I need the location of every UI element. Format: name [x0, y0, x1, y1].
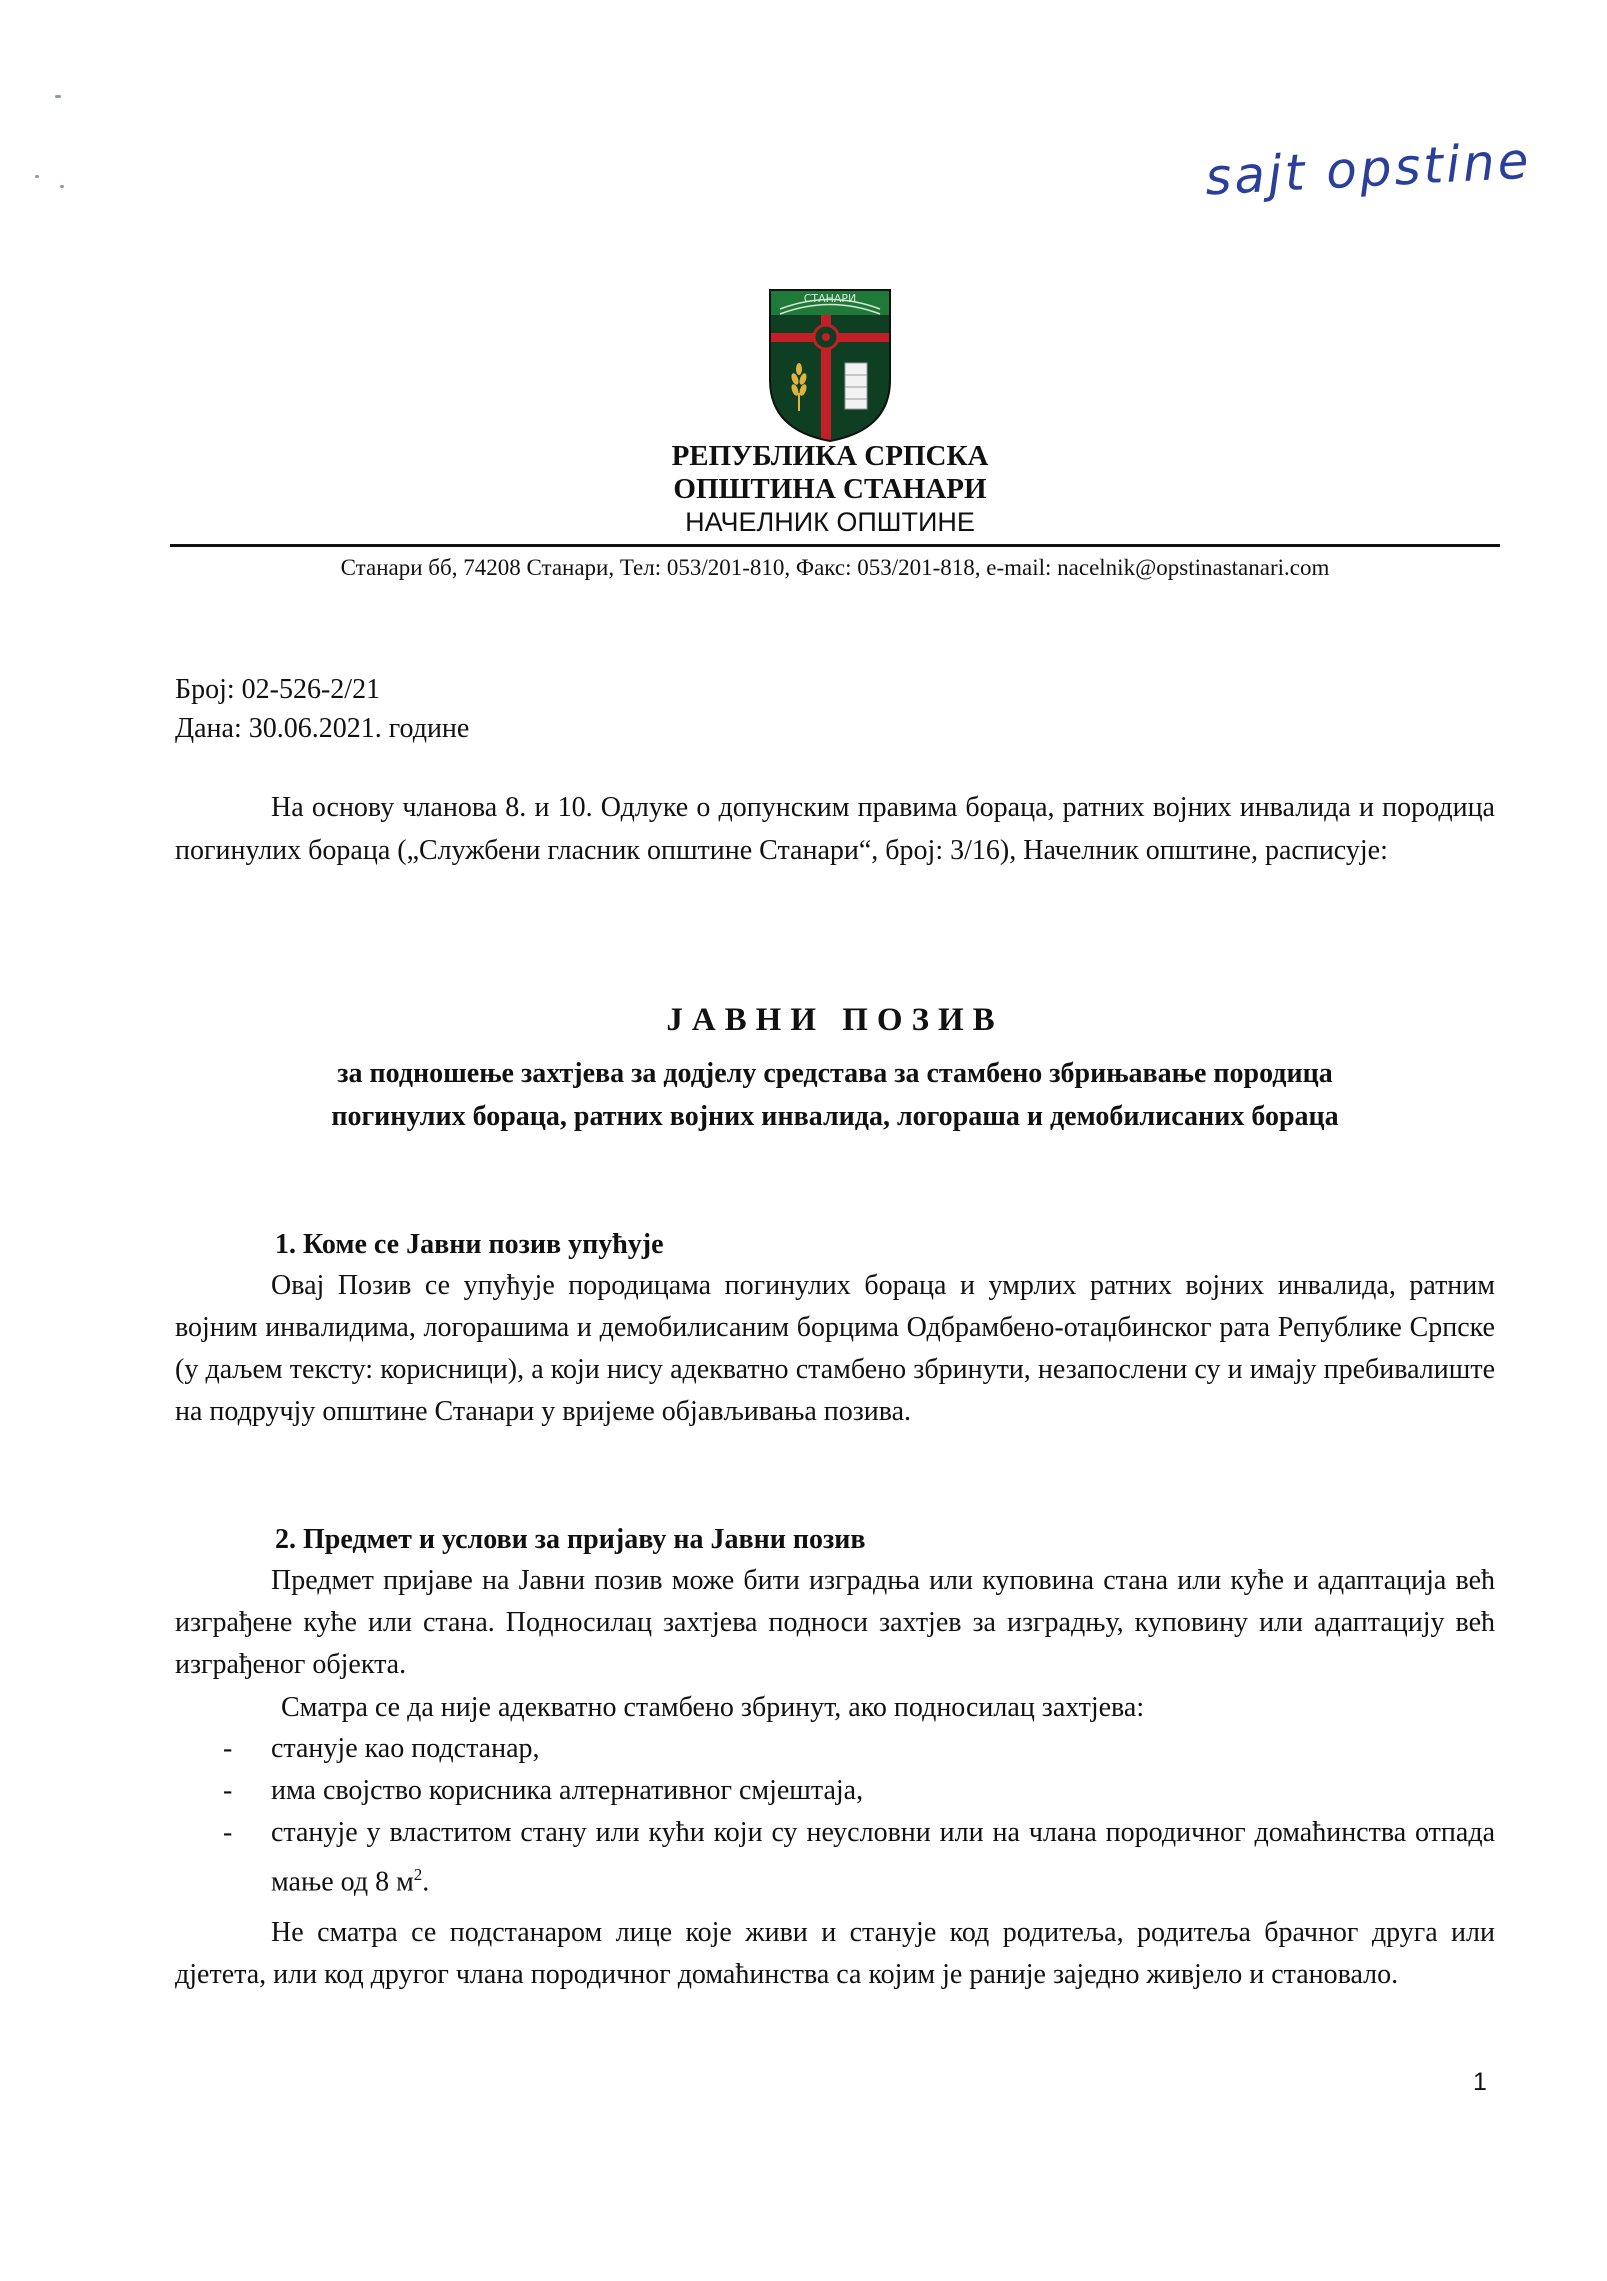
section-1-heading: 1. Коме се Јавни позив упућује	[275, 1229, 664, 1260]
document-subtitle	[175, 1052, 1495, 1138]
section-2-text: Предмет пријаве на Јавни позив може бити изградња или куповина стана или куће и адаптација већ изграђене куће или стана. Подносилац захтјева подноси захтјев за изградњу, куповину или адаптацију већ изграђеног објекта.	[175, 1565, 1495, 1680]
document-date: Дана: 30.06.2021. године	[175, 713, 470, 744]
letterhead-divider	[170, 544, 1500, 547]
letterhead-office: НАЧЕЛНИК ОПШТИНЕ	[685, 507, 975, 537]
section-1-text: Овај Позив се упућује породицама погинулих бораца и умрлих ратних војних инвалида, ратним војним инвалидима, логорашима и демобилисаним борцима Одбрамбено-отаџбинског рата Републике Српске (у даљем тексту: корисници), а који нису адекватно стамбено збринути, незапослени су и имају пребивалиште на подручју општине Станари у вријеме објављивања позива.	[175, 1270, 1495, 1427]
criteria-list	[175, 1728, 1495, 1903]
contact-line: Станари бб, 74208 Станари, Тел: 053/201-810, Факс: 053/201-818, e-mail: nacelnik@opstinastanari.com	[340, 555, 1330, 580]
handwritten-note: sajt opstine	[1203, 131, 1533, 207]
letterhead	[560, 440, 1100, 539]
document-reference	[175, 670, 469, 748]
crest-label: СТАНАРИ	[803, 292, 857, 305]
list-item: - станује у властитом стану или кући који су неусловни или на члана породичног домаћинства отпада мање од 8 $м^2$.	[223, 1817, 1495, 1898]
list-item: - станује као подстанар,	[223, 1733, 540, 1764]
criteria-intro: Сматра се да није адекватно стамбено збринут, ако подносилац захтјева:	[281, 1692, 1145, 1723]
letterhead-republic: РЕПУБЛИКА СРПСКА	[671, 440, 989, 472]
list-item: - има својство корисника алтернативног смјештаја,	[223, 1775, 864, 1806]
subtitle-line: за подношење захтјева за додјелу средстава за стамбено збрињавање породица	[337, 1058, 1333, 1089]
page-number: 1	[1473, 2068, 1487, 2096]
intro-paragraph: На основу чланова 8. и 10. Одлуке о допунским правима бораца, ратних војних инвалида и породица погинулих бораца („Службени гласник општине Станари“, број: 3/16), Начелник општине, расписује:	[175, 792, 1495, 866]
subtitle-line: погинулих бораца, ратних војних инвалида, логораша и демобилисаних бораца	[331, 1101, 1339, 1132]
document-number: Број: 02-526-2/21	[175, 674, 381, 705]
scan-speck	[35, 175, 39, 178]
document-title: ЈАВНИ ПОЗИВ	[666, 1002, 1004, 1038]
closing-paragraph: Не сматра се подстанаром лице које живи и станује код родитеља, родитеља брачног друга или дјетета, или код другог члана породичног домаћинства са којим је раније заједно живјело и становало.	[175, 1917, 1495, 1990]
letterhead-municipality: ОПШТИНА СТАНАРИ	[673, 473, 987, 505]
scan-speck	[60, 185, 64, 188]
scan-speck	[55, 95, 61, 98]
municipality-crest-logo	[765, 285, 895, 445]
section-2-heading: 2. Предмет и услови за пријаву на Јавни позив	[275, 1524, 866, 1555]
